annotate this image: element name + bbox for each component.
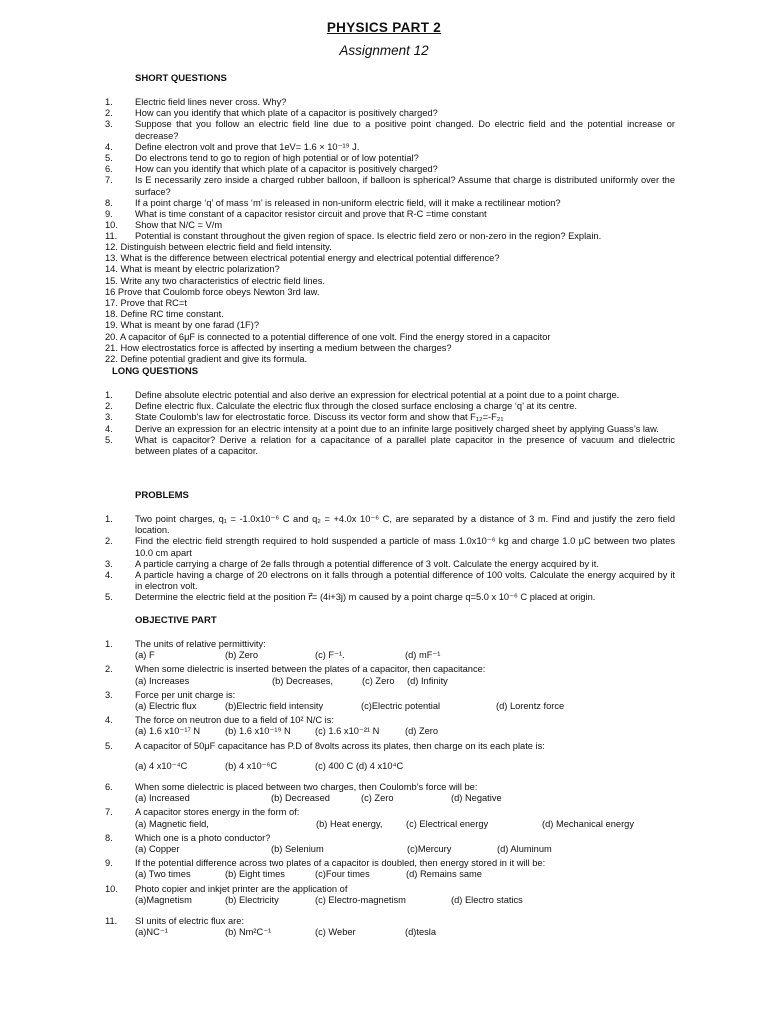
mcq-option: (a) 4 x10⁻⁴C bbox=[135, 760, 188, 771]
mcq-options bbox=[105, 927, 675, 938]
item-number: 2. bbox=[105, 664, 113, 675]
item-text: Photo copier and inkjet printer are the application of bbox=[135, 883, 348, 894]
item-text: SI units of electric flux are: bbox=[135, 916, 245, 927]
item-number: 6. bbox=[105, 782, 113, 793]
mcq-question bbox=[105, 715, 675, 726]
list-item: 18. Define RC time constant. bbox=[105, 309, 224, 320]
mcq-option: (c) Zero bbox=[361, 793, 394, 804]
item-text: Determine the electric field at the position r⃗= (4i+3j) m caused by a point charge q=5.0 x 10⁻⁶ C placed at origin. bbox=[135, 592, 596, 603]
mcq-option: (d) Mechanical energy bbox=[542, 818, 634, 829]
item-number: 9. bbox=[105, 209, 113, 220]
item-text: A capacitor of 50μF capacitance has P.D of 8volts across its plates, then charge on its each plate is: bbox=[135, 740, 545, 751]
list-item bbox=[105, 153, 675, 164]
mcq-option: (c)Mercury bbox=[407, 844, 452, 855]
item-number: 11. bbox=[105, 916, 118, 927]
mcq-option: (a) Increased bbox=[135, 793, 190, 804]
mcq-question bbox=[105, 664, 675, 675]
item-number: 4. bbox=[105, 423, 113, 434]
item-number: 1. bbox=[105, 97, 113, 107]
mcq-option: (b) Electricity bbox=[225, 894, 279, 905]
objective-list bbox=[105, 639, 675, 941]
mcq-option: (b) 4 x10⁻⁶C bbox=[225, 760, 278, 771]
list-item bbox=[105, 97, 675, 108]
item-text: When some dielectric is placed between two charges, then Coulomb’s force will be: bbox=[135, 782, 478, 793]
item-number: 7. bbox=[105, 807, 113, 818]
list-item bbox=[105, 592, 675, 603]
item-text: Potential is constant throughout the given region of space. Is electric field zero or non-zero in the region? Explain. bbox=[135, 231, 602, 242]
mcq-option: (c) F⁻¹. bbox=[315, 650, 345, 661]
mcq-options bbox=[105, 701, 675, 712]
mcq-option: (d)tesla bbox=[405, 927, 437, 938]
objective-heading: OBJECTIVE PART bbox=[135, 615, 217, 626]
mcq-option: (c)Four times bbox=[315, 869, 370, 880]
list-item bbox=[105, 536, 675, 558]
item-text: State Coulomb’s law for electrostatic force. Discuss its vector form and show that F₁₂=-F₂₁ bbox=[135, 412, 504, 423]
item-number: 4. bbox=[105, 570, 113, 581]
mcq-option: (b)Electric field intensity bbox=[225, 701, 324, 712]
item-number: 10. bbox=[105, 220, 118, 231]
mcq-option: (a)Magnetism bbox=[135, 894, 192, 905]
item-number: 11. bbox=[105, 231, 118, 242]
mcq-option: (b) Decreased bbox=[271, 793, 330, 804]
problems-list bbox=[105, 514, 675, 604]
list-item: 16 Prove that Coulomb force obeys Newton 3rd law. bbox=[105, 286, 320, 297]
item-number: 2. bbox=[105, 536, 113, 547]
list-item bbox=[105, 390, 675, 401]
list-item bbox=[105, 401, 675, 412]
list-item bbox=[105, 424, 675, 435]
mcq-option: (d) Zero bbox=[405, 726, 439, 737]
mcq-options bbox=[105, 844, 675, 855]
item-text: If a point charge ‘q’ of mass ‘m’ is released in non-uniform electric field, will it make a rectilinear motion? bbox=[135, 197, 561, 208]
assignment-subtitle: Assignment 12 bbox=[339, 43, 429, 58]
item-number: 6. bbox=[105, 164, 113, 175]
item-text: Derive an expression for an electric intensity at a point due to an infinite large positively charged sheet by applying Guass’s law. bbox=[135, 423, 659, 434]
list-item bbox=[105, 209, 675, 220]
list-item: 20. A capacitor of 6μF is connected to a potential difference of one volt. Find the energy stored in a capacitor bbox=[105, 331, 551, 342]
page-title: PHYSICS PART 2 bbox=[326, 20, 442, 35]
short-questions-list bbox=[105, 97, 675, 243]
item-number: 2. bbox=[105, 401, 113, 412]
short-questions-list-continued bbox=[105, 242, 675, 365]
mcq-option: (c) Weber bbox=[315, 927, 356, 938]
mcq-options bbox=[105, 895, 675, 906]
item-text: Is E necessarily zero inside a charged rubber balloon, if balloon is spherical? Assume that charge is distributed uniformly over the surface? bbox=[135, 175, 675, 197]
item-number: 5. bbox=[105, 434, 113, 445]
list-item: 19. What is meant by one farad (1F)? bbox=[105, 320, 259, 331]
list-item: 21. How electrostatics force is affected by inserting a medium between the charges? bbox=[105, 342, 452, 353]
mcq-options bbox=[105, 726, 675, 737]
list-item: 15. Write any two characteristics of electric field lines. bbox=[105, 275, 325, 286]
mcq-option: (b) Eight times bbox=[225, 869, 285, 880]
mcq-option: (b) Nm²C⁻¹ bbox=[225, 927, 272, 938]
list-item bbox=[105, 559, 675, 570]
item-number: 3. bbox=[105, 412, 113, 423]
item-number: 3. bbox=[105, 119, 113, 130]
mcq-options bbox=[105, 650, 675, 661]
list-item bbox=[105, 108, 675, 119]
long-questions-heading: LONG QUESTIONS bbox=[112, 366, 199, 377]
mcq-option: (c) Electrical energy bbox=[406, 818, 489, 829]
mcq-option: (d) Lorentz force bbox=[496, 701, 565, 712]
list-item: 22. Define potential gradient and give its formula. bbox=[105, 354, 308, 365]
item-text: Define electric flux. Calculate the electric flux through the closed surface enclosing a charge ‘q’ at its centre. bbox=[135, 401, 578, 412]
item-number: 5. bbox=[105, 740, 113, 751]
mcq-option: (c) Zero bbox=[362, 675, 395, 686]
list-item bbox=[105, 231, 675, 242]
list-item bbox=[105, 175, 675, 197]
mcq-option: (b) Heat energy, bbox=[316, 818, 383, 829]
item-text: How can you identify that which plate of a capacitor is positively charged? bbox=[135, 108, 438, 119]
mcq-option: (d) Negative bbox=[451, 793, 502, 804]
mcq-question bbox=[105, 741, 675, 752]
mcq-question bbox=[105, 782, 675, 793]
item-number: 5. bbox=[105, 592, 113, 603]
item-number: 8. bbox=[105, 197, 113, 208]
mcq-option: (a) 1.6 x10⁻¹⁷ N bbox=[135, 726, 201, 737]
item-text: Define absolute electric potential and also derive an expression for electrical potential at a point due to a point charge. bbox=[135, 390, 620, 400]
item-text: A particle having a charge of 20 electrons on it falls through a potential difference of 100 volts. Calculate the energy acquired by it in electron volt. bbox=[135, 570, 675, 592]
mcq-options bbox=[105, 761, 675, 772]
item-number: 3. bbox=[105, 689, 113, 700]
mcq-option: (d) Aluminum bbox=[497, 844, 552, 855]
list-item: 17. Prove that RC=t bbox=[105, 298, 187, 309]
list-item bbox=[105, 514, 675, 536]
long-questions-list bbox=[105, 390, 675, 457]
item-text: When some dielectric is inserted between the plates of a capacitor, then capacitance: bbox=[135, 664, 486, 675]
mcq-option: (a) Electric flux bbox=[135, 701, 197, 712]
item-text: What is time constant of a capacitor resistor circuit and prove that R-C =time constant bbox=[135, 209, 487, 220]
list-item: 12. Distinguish between electric field and field intensity. bbox=[105, 242, 332, 252]
mcq-options bbox=[105, 819, 675, 830]
item-number: 4. bbox=[105, 715, 113, 726]
mcq-question bbox=[105, 807, 675, 818]
item-text: Force per unit charge is: bbox=[135, 689, 236, 700]
mcq-option: (a)NC⁻¹ bbox=[135, 927, 168, 938]
mcq-options bbox=[105, 869, 675, 880]
list-item bbox=[105, 198, 675, 209]
item-number: 5. bbox=[105, 153, 113, 164]
item-number: 1. bbox=[105, 514, 113, 524]
mcq-option: (a) Copper bbox=[135, 844, 180, 855]
item-number: 1. bbox=[105, 639, 113, 649]
mcq-question bbox=[105, 916, 675, 927]
list-item bbox=[105, 435, 675, 457]
mcq-option: (d) Electro statics bbox=[451, 894, 523, 905]
list-item: 13. What is the difference between electrical potential energy and electrical potential difference? bbox=[105, 253, 500, 264]
item-text: If the potential difference across two plates of a capacitor is doubled, then energy stored in it will be: bbox=[135, 858, 546, 869]
item-number: 3. bbox=[105, 558, 113, 569]
item-text: Show that N/C = V/m bbox=[135, 220, 223, 231]
list-item bbox=[105, 142, 675, 153]
item-text: The units of relative permittivity: bbox=[135, 639, 266, 649]
mcq-option: (d) Infinity bbox=[407, 675, 448, 686]
item-text: Suppose that you follow an electric field line due to a positive point changed. Do electric field and the potential increase or decrease? bbox=[135, 119, 675, 141]
item-number: 8. bbox=[105, 832, 113, 843]
mcq-option: (a) Two times bbox=[135, 869, 191, 880]
item-number: 9. bbox=[105, 858, 113, 869]
mcq-option: (d) mF⁻¹ bbox=[405, 650, 441, 661]
list-item bbox=[105, 412, 675, 423]
item-text: A capacitor stores energy in the form of: bbox=[135, 807, 300, 818]
mcq-option: (c) Electro-magnetism bbox=[315, 894, 406, 905]
mcq-options bbox=[105, 793, 675, 804]
list-item bbox=[105, 164, 675, 175]
mcq-option: (b) Zero bbox=[225, 650, 259, 661]
mcq-question bbox=[105, 858, 675, 869]
item-number: 4. bbox=[105, 141, 113, 152]
mcq-options bbox=[105, 676, 675, 687]
mcq-option: (c) 1.6 x10⁻²¹ N bbox=[315, 726, 380, 737]
item-number: 1. bbox=[105, 390, 113, 400]
list-item bbox=[105, 220, 675, 231]
mcq-option: (a) Increases bbox=[135, 675, 190, 686]
short-questions-heading: SHORT QUESTIONS bbox=[135, 73, 227, 84]
mcq-option: (b) Decreases, bbox=[272, 675, 333, 686]
item-number: 2. bbox=[105, 108, 113, 119]
list-item: 14. What is meant by electric polarization? bbox=[105, 264, 280, 275]
item-number: 10. bbox=[105, 883, 118, 894]
item-text: Two point charges, q₁ = -1.0x10⁻⁶ C and q₂ = +4.0x 10⁻⁶ C, are separated by a distance of 3 m. Find and justify the zero field location. bbox=[135, 514, 675, 536]
item-text: Electric field lines never cross. Why? bbox=[135, 97, 287, 107]
item-text: A particle carrying a charge of 2e falls through a potential difference of 3 volt. Calculate the energy acquired by it. bbox=[135, 558, 599, 569]
item-text: What is capacitor? Derive a relation for a capacitance of a parallel plate capacitor in the presence of vacuum and dielectric between plates of a capacitor. bbox=[135, 434, 675, 457]
mcq-option: (d) Remains same bbox=[406, 869, 482, 880]
list-item bbox=[105, 119, 675, 141]
mcq-question bbox=[105, 690, 675, 701]
item-number: 7. bbox=[105, 175, 113, 186]
item-text: Do electrons tend to go to region of high potential or of low potential? bbox=[135, 153, 419, 164]
mcq-question bbox=[105, 639, 675, 650]
item-text: Find the electric field strength required to hold suspended a particle of mass 1.0x10⁻⁶ kg and charge 1.0 μC between two plates 10.0 cm apart bbox=[135, 536, 675, 558]
mcq-option: (b) 1.6 x10⁻¹⁹ N bbox=[225, 726, 291, 737]
item-text: Define electron volt and prove that 1eV= 1.6 × 10⁻¹⁹ J. bbox=[135, 141, 360, 152]
mcq-option: (c) 400 C (d) 4 x10⁴C bbox=[315, 760, 404, 771]
item-text: The force on neutron due to a field of 10² N/C is: bbox=[135, 715, 334, 726]
mcq-option: (a) F bbox=[135, 650, 155, 661]
list-item bbox=[105, 570, 675, 592]
item-text: How can you identify that which plate of a capacitor is positively charged? bbox=[135, 164, 438, 175]
mcq-option: (c)Electric potential bbox=[361, 701, 441, 712]
mcq-question bbox=[105, 884, 675, 895]
mcq-option: (a) Magnetic field, bbox=[135, 818, 209, 829]
problems-heading: PROBLEMS bbox=[135, 490, 189, 501]
mcq-option: (b) Selenium bbox=[271, 844, 324, 855]
item-text: Which one is a photo conductor? bbox=[135, 832, 271, 843]
mcq-question bbox=[105, 833, 675, 844]
